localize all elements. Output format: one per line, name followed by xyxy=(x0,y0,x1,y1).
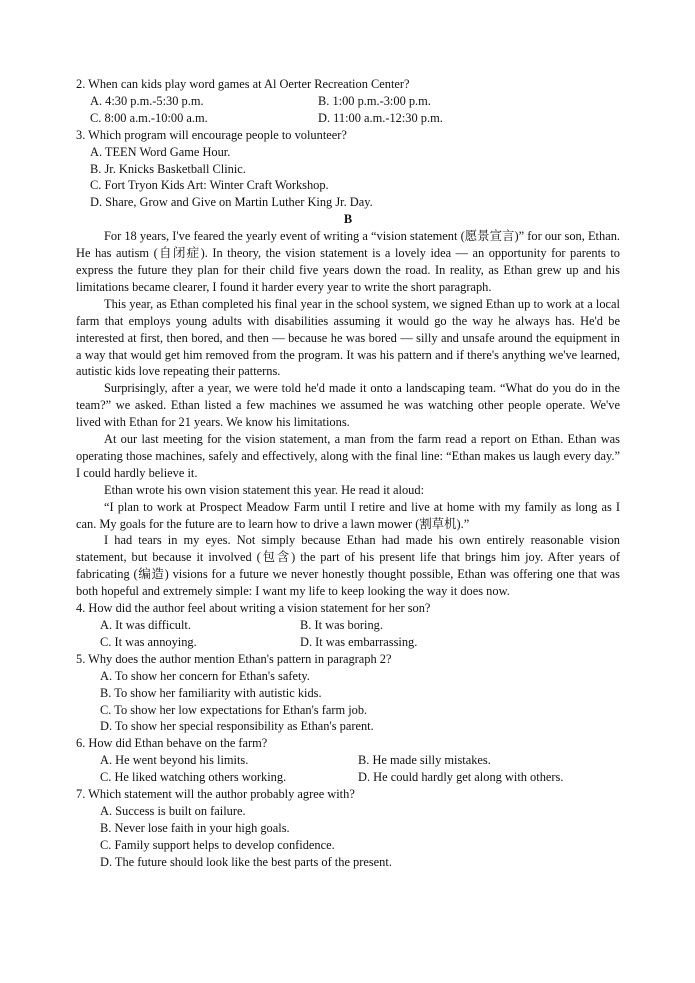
question-5-stem: 5. Why does the author mention Ethan's pattern in paragraph 2? xyxy=(76,651,392,666)
question-7-option-c: C. Family support helps to develop confidence. xyxy=(100,837,335,852)
question-4-option-c: C. It was annoying. xyxy=(100,634,197,649)
question-4-option-a: A. It was difficult. xyxy=(100,618,191,632)
question-2-options-row-1 xyxy=(76,93,620,110)
question-6-option-a: A. He went beyond his limits. xyxy=(100,753,249,768)
question-7-option-d: D. The future should look like the best parts of the present. xyxy=(100,854,392,869)
question-5-option-d: D. To show her special responsibility as Ethan's parent. xyxy=(100,719,374,734)
passage-paragraph-7: I had tears in my eyes. Not simply because Ethan had made his own entirely reasonable vision statement, but because it involved (包含) the part of his present life that brings him joy. After years of fabricating (编造) visions for a future we never honestly thought possible, Ethan was offering one that was both hopeful and extremely simple: I want my life to keep looking the way it does now. xyxy=(76,533,620,599)
passage-paragraph-4: At our last meeting for the vision statement, a man from the farm read a report on Ethan. Ethan was operating those machines, safely and effectively, along with the final line: “Ethan makes us laugh every day.” I could hardly believe it. xyxy=(76,432,620,480)
question-6-option-d: D. He could hardly get along with others. xyxy=(358,770,564,785)
question-7-option-b: B. Never lose faith in your high goals. xyxy=(100,820,290,835)
question-3-option-c: C. Fort Tryon Kids Art: Winter Craft Workshop. xyxy=(90,178,329,193)
question-4-option-b: B. It was boring. xyxy=(300,618,383,632)
passage-paragraph-5: Ethan wrote his own vision statement this year. He read it aloud: xyxy=(104,482,425,497)
question-3-option-d: D. Share, Grow and Give on Martin Luther King Jr. Day. xyxy=(90,195,373,210)
question-6-options-row-1 xyxy=(76,752,620,769)
question-2-option-a: A. 4:30 p.m.-5:30 p.m. xyxy=(90,93,204,108)
question-5-option-b: B. To show her familiarity with autistic kids. xyxy=(100,685,322,700)
question-3-option-b: B. Jr. Knicks Basketball Clinic. xyxy=(90,161,246,176)
question-2-option-c: C. 8:00 a.m.-10:00 a.m. xyxy=(90,110,208,125)
question-6-options-row-2 xyxy=(76,769,620,786)
passage-paragraph-1: For 18 years, I've feared the yearly event of writing a “vision statement (愿景宣言)” for our son, Ethan. He has autism (自闭症). In theory, the vision statement is a lovely idea — an opportunity for parents to express the future they plan for their child five years down the road. In reality, as Ethan grew up and his limitations became clearer, I found it harder every year to write the short paragraph. xyxy=(76,229,620,294)
question-2-options-row-2 xyxy=(76,110,620,127)
question-4-option-d: D. It was embarrassing. xyxy=(300,634,418,649)
question-5-option-a: A. To show her concern for Ethan's safety. xyxy=(100,668,310,683)
passage-paragraph-6: “I plan to work at Prospect Meadow Farm until I retire and live at home with my family as long as I can. My goals for the future are to learn how to drive a lawn mower (割草机).” xyxy=(76,499,620,531)
question-6-option-c: C. He liked watching others working. xyxy=(100,770,287,785)
question-2-stem: 2. When can kids play word games at Al Oerter Recreation Center? xyxy=(76,77,410,91)
exam-page xyxy=(76,76,620,871)
question-2-option-d: D. 11:00 a.m.-12:30 p.m. xyxy=(318,110,443,125)
question-3-option-a: A. TEEN Word Game Hour. xyxy=(90,144,231,159)
question-2-option-b: B. 1:00 p.m.-3:00 p.m. xyxy=(318,93,431,108)
question-7-option-a: A. Success is built on failure. xyxy=(100,803,246,818)
question-5-option-c: C. To show her low expectations for Ethan's farm job. xyxy=(100,702,368,717)
question-6-stem: 6. How did Ethan behave on the farm? xyxy=(76,736,268,751)
passage-paragraph-2: This year, as Ethan completed his final year in the school system, we signed Ethan up to work at a local farm that employs young adults with disabilities assuming it would go the way he always has. He'd be interested at first, then bored, and then — because he was bored — silly and unsafe around the equipment in a way that would get him removed from the program. It was his pattern and if there's anything we've learned, autistic kids love repeating their patterns. xyxy=(76,296,620,379)
question-3-stem: 3. Which program will encourage people to volunteer? xyxy=(76,127,347,142)
question-4-options-row-2 xyxy=(76,634,620,651)
passage-paragraph-3: Surprisingly, after a year, we were told he'd made it onto a landscaping team. “What do you do in the team?” we asked. Ethan listed a few machines we assumed he was watching other people operate. We've lived with Ethan for 21 years. We know his limitations. xyxy=(76,381,620,430)
question-4-stem: 4. How did the author feel about writing a vision statement for her son? xyxy=(76,601,431,616)
question-4-options-row-1 xyxy=(76,617,620,634)
question-7-stem: 7. Which statement will the author probably agree with? xyxy=(76,787,355,802)
section-label: B xyxy=(343,212,353,227)
question-6-option-b: B. He made silly mistakes. xyxy=(358,753,491,768)
